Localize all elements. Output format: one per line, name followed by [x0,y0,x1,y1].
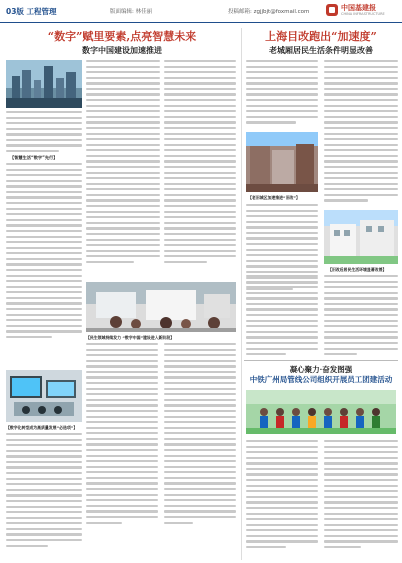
subhead-livelihood: 【民生领域持续发力 “数字中国”建设进入新阶段】 [86,335,175,340]
logo-icon [326,4,338,16]
editor-label: 版面编辑: 林佳丽 [110,9,153,15]
contact-email: 投稿邮箱: zgjjbjt@foxmail.com [228,9,310,15]
bottom-article-title [244,365,398,385]
photo-team-building [246,390,396,434]
page-section-label: 03版 工程管理 [6,7,57,16]
subhead-digital-transformation: 【数字化转型成为高质量发展“必选项”】 [6,425,78,430]
subhead-smart-living: 【智慧生活“数字”先行】 [10,155,58,160]
page-header [0,0,402,23]
right-title-line1: 上海目改跑出“加速度” [265,30,377,43]
right-title-line2: 老城厢居民生活条件明显改善 [269,45,373,55]
logo-name: 中国基建报 [341,4,376,12]
section-divider [244,360,398,361]
caption-residents: 【旧改后居民生活环境显著改善】 [328,267,387,272]
left-title-line1: “数字”赋里要素,点亮智慧未来 [47,30,197,43]
text-block [6,163,82,342]
text-block [164,343,236,527]
photo-smart-city [6,60,82,108]
photo-digital-transformation [6,370,82,422]
text-block [324,60,398,205]
text-block [6,433,82,550]
left-title-line2: 数字中国建设加速推进 [82,45,162,55]
photo-old-city-renovation [246,132,318,192]
column-divider [241,28,242,560]
bottom-title: 中铁广州局管线公司组织开展员工团建活动 [249,375,393,384]
text-block [324,440,398,552]
text-block [246,275,318,359]
text-block [6,111,82,156]
text-block [86,343,158,527]
text-block [324,275,398,359]
left-article-title [6,30,238,56]
bottom-kicker: 凝心聚力·奋发图强 [289,365,353,374]
text-block [246,60,318,127]
text-block [86,60,160,266]
text-block [246,440,318,552]
logo-sub: CHINA INFRASTRUCTURE [341,12,385,16]
newspaper-logo [326,3,398,19]
text-block [164,60,236,266]
right-article-title [244,30,398,56]
photo-livelihood-digital [86,282,236,332]
caption-old-city: 【老旧城区加速推进“旧改”】 [248,195,300,200]
photo-residents-environment [324,210,398,264]
